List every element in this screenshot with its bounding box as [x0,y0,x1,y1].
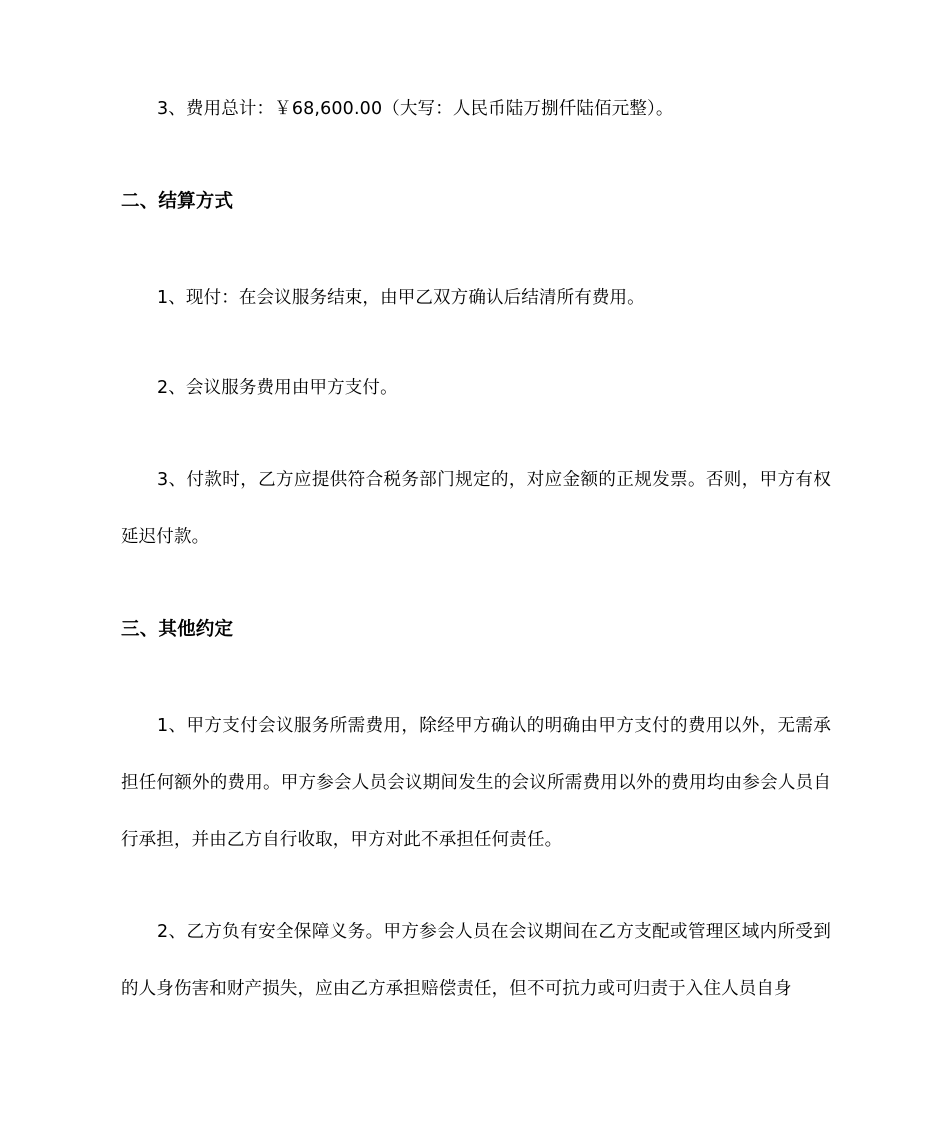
fee-total-paragraph: 3、费用总计：￥68,600.00（大写：人民币陆万捌仟陆佰元整）。 [157,99,674,119]
settlement-item-2: 2、会议服务费用由甲方支付。 [157,378,398,398]
other-terms-item-1: 1、甲方支付会议服务所需费用，除经甲方确认的明确由甲方支付的费用以外，无需承担任何额外的费用。甲方参会人员会议期间发生的会议所需费用以外的费用均由参会人员自行承担，并由乙方自行收取，甲方对此不承担任何责任。 [121,716,831,850]
section-heading-settlement: 二、结算方式 [121,191,234,212]
other-terms-item-2: 2、乙方负有安全保障义务。甲方参会人员在会议期间在乙方支配或管理区域内所受到的人身伤害和财产损失，应由乙方承担赔偿责任，但不可抗力或可归责于入住人员自身 [121,922,831,999]
settlement-item-3: 3、付款时，乙方应提供符合税务部门规定的，对应金额的正规发票。否则，甲方有权延迟付款。 [121,470,831,547]
settlement-item-1: 1、现付：在会议服务结束，由甲乙双方确认后结清所有费用。 [157,288,645,308]
section-heading-other-terms: 三、其他约定 [121,619,234,640]
